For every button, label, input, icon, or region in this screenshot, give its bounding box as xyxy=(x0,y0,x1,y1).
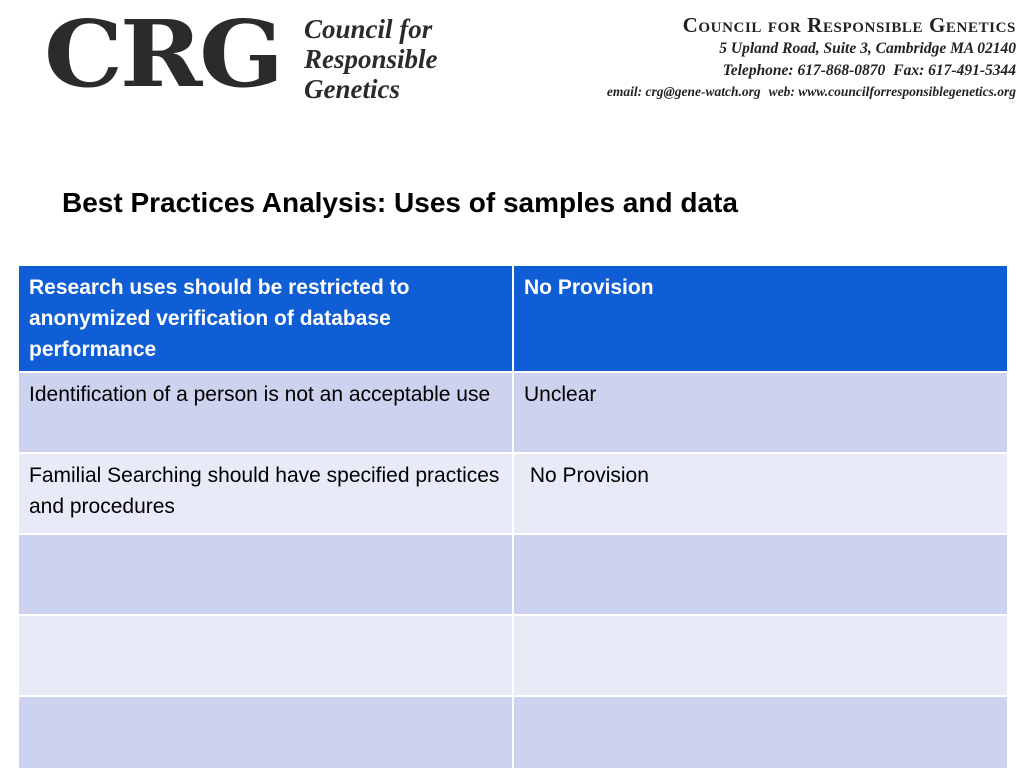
assessment-cell: Unclear xyxy=(513,372,1008,453)
logo-name-line-3: Genetics xyxy=(304,74,400,104)
contact-telephone: Telephone: 617-868-0870 xyxy=(722,62,886,79)
contact-block xyxy=(496,13,1016,102)
contact-address: 5 Upland Road, Suite 3, Cambridge MA 02140 xyxy=(719,40,1016,57)
practice-cell xyxy=(18,696,513,768)
assessment-cell: No Provision xyxy=(513,453,1008,534)
practice-cell xyxy=(18,615,513,696)
table-row xyxy=(18,696,1008,768)
logo-name-line-1: Council for xyxy=(304,14,433,44)
logo-org-name xyxy=(304,14,438,104)
assessment-cell xyxy=(513,615,1008,696)
contact-phone-fax xyxy=(496,60,1016,82)
table-header-row xyxy=(18,265,1008,372)
table-row xyxy=(18,615,1008,696)
practice-cell: Identification of a person is not an acceptable use xyxy=(18,372,513,453)
table-row xyxy=(18,534,1008,615)
contact-web: web: www.councilforresponsiblegenetics.org xyxy=(768,84,1016,99)
slide-title: Best Practices Analysis: Uses of samples and data xyxy=(62,187,738,218)
crg-logo: CRG xyxy=(44,0,281,108)
assessment-cell xyxy=(513,534,1008,615)
best-practices-table xyxy=(17,264,1009,768)
practice-cell xyxy=(18,534,513,615)
table-row xyxy=(18,372,1008,453)
contact-email: email: crg@gene-watch.org xyxy=(606,84,761,99)
table-row xyxy=(18,453,1008,534)
assessment-cell xyxy=(513,696,1008,768)
logo-name-line-2: Responsible xyxy=(304,44,438,74)
header-assessment-cell: No Provision xyxy=(513,265,1008,372)
header-practice-cell: Research uses should be restricted to anonymized verification of database performance xyxy=(18,265,513,372)
contact-org-name: Council for Responsible Genetics xyxy=(682,13,1016,37)
contact-fax: Fax: 617-491-5344 xyxy=(893,62,1016,79)
practice-cell: Familial Searching should have specified practices and procedures xyxy=(18,453,513,534)
contact-email-web xyxy=(496,82,1016,102)
